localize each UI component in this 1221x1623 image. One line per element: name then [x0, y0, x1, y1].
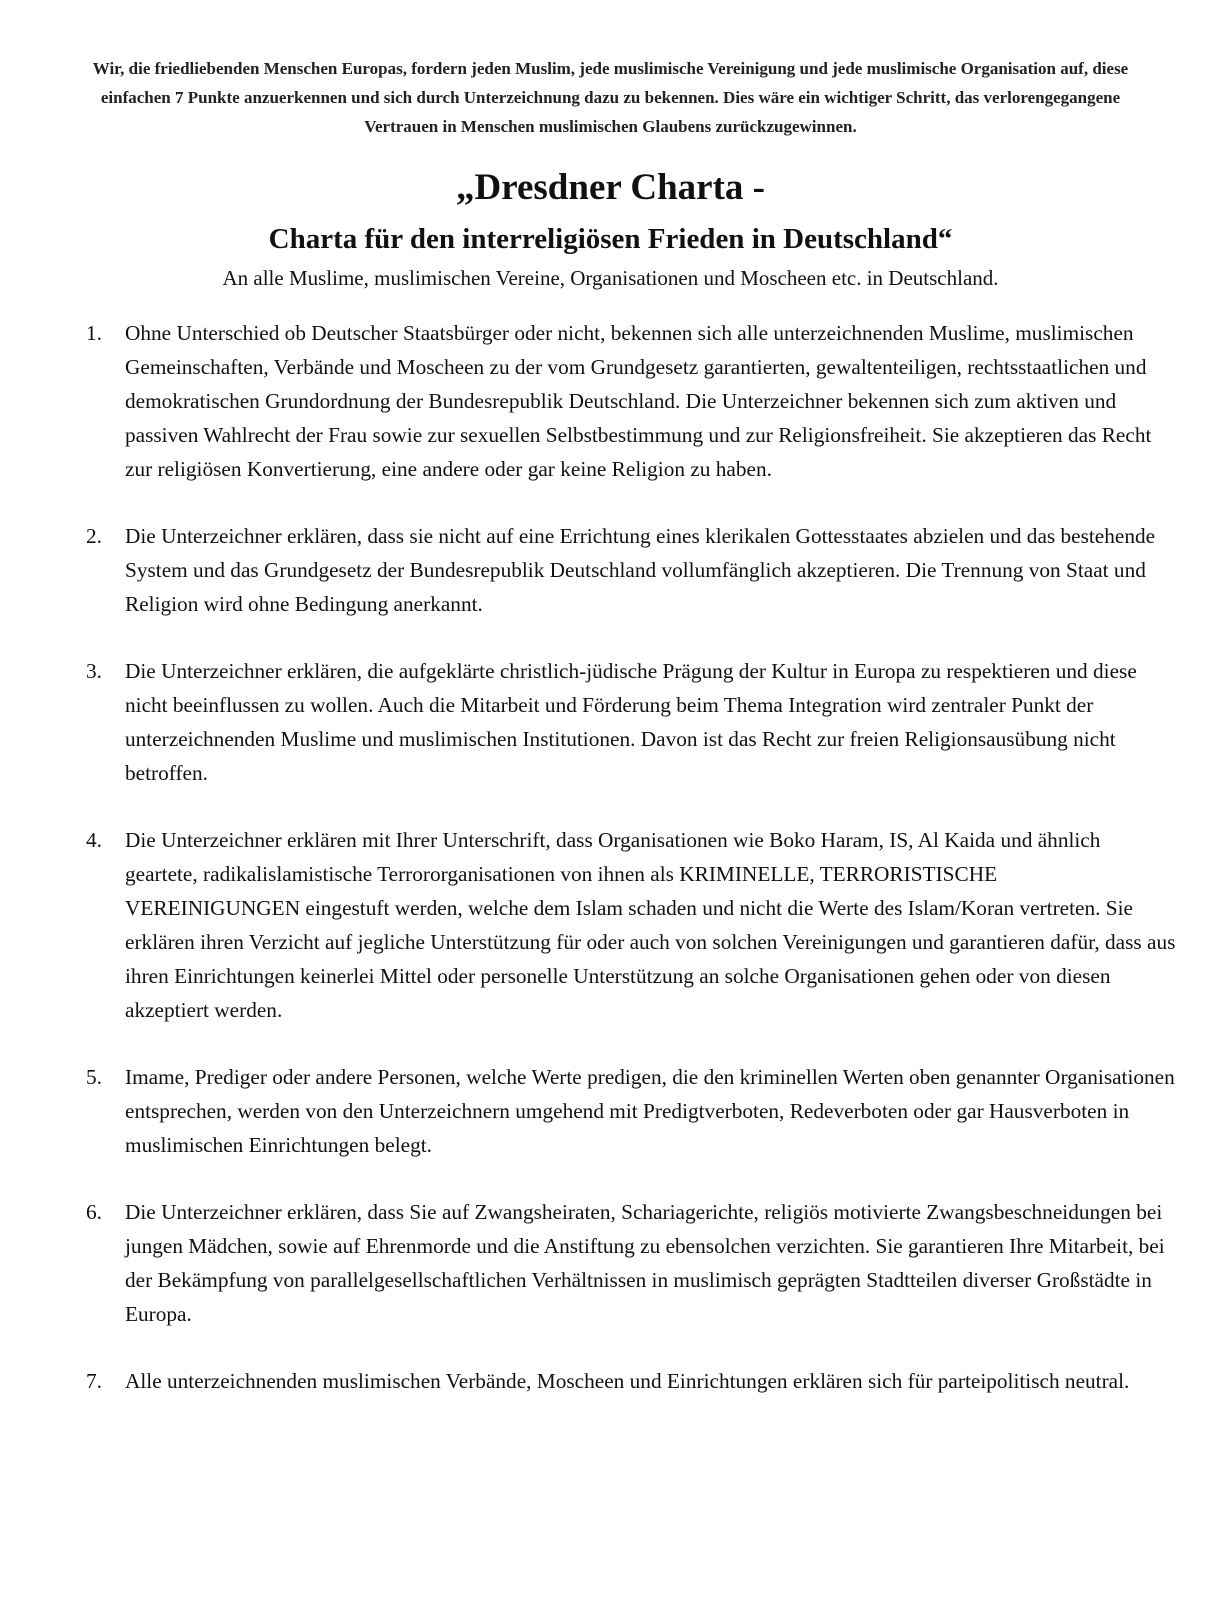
point-text: Ohne Unterschied ob Deutscher Staatsbürger oder nicht, bekennen sich alle unterzeichnenden Muslime, muslimischen Gemeinschaften, Verbände und Moscheen zu der vom Grundgesetz garantierten, gewaltenteiligen, rechtsstaatlichen und demokratischen Grundordnung der Bundesrepublik Deutschland. Die Unterzeichner bekennen sich zum aktiven und passiven Wahlrecht der Frau sowie zur sexuellen Selbstbestimmung und zur Religionsfreiheit. Sie akzeptieren das Recht zur religiösen Konvertierung, eine andere oder gar keine Religion zu haben. — [125, 321, 1152, 481]
point-text: Alle unterzeichnenden muslimischen Verbände, Moscheen und Einrichtungen erklären sich für parteipolitisch neutral. — [125, 1369, 1130, 1393]
document-title: „Dresdner Charta - — [456, 167, 765, 208]
point-text: Imame, Prediger oder andere Personen, welche Werte predigen, die den kriminellen Werten oben genannter Organisationen entsprechen, werden von den Unterzeichnern umgehend mit Predigtverboten, Redeverboten oder gar Hausverboten in muslimischen Einrichtungen belegt. — [125, 1065, 1175, 1157]
charter-point-5 — [86, 1060, 1176, 1162]
point-text: Die Unterzeichner erklären, die aufgeklärte christlich-jüdische Prägung der Kultur in Europa zu respektieren und diese nicht beeinflussen zu wollen. Auch die Mitarbeit und Förderung beim Thema Integration wird zentraler Punkt der unterzeichnenden Muslime und muslimischen Institutionen. Davon ist das Recht zur freien Religionsausübung nicht betroffen. — [125, 659, 1137, 785]
charter-point-2 — [86, 519, 1176, 621]
point-number: 3. — [86, 659, 102, 683]
charter-point-6 — [86, 1195, 1176, 1331]
document-subtitle: Charta für den interreligiösen Frieden in Deutschland“ — [268, 223, 953, 255]
charter-point-1 — [86, 316, 1176, 486]
point-number: 7. — [86, 1369, 102, 1393]
point-number: 2. — [86, 524, 102, 548]
point-text: Die Unterzeichner erklären, dass sie nicht auf eine Errichtung eines klerikalen Gottesstaates abzielen und das bestehende System und das Grundgesetz der Bundesrepublik Deutschland vollumfänglich akzeptieren. Die Trennung von Staat und Religion wird ohne Bedingung anerkannt. — [125, 524, 1156, 616]
point-number: 1. — [86, 321, 102, 345]
point-number: 6. — [86, 1200, 102, 1224]
point-number: 4. — [86, 828, 102, 852]
charter-point-4 — [86, 823, 1176, 1027]
intro-paragraph: Wir, die friedliebenden Menschen Europas, fordern jeden Muslim, jede muslimische Vereinigung und jede muslimische Organisation auf, diese einfachen 7 Punkte anzuerkennen und sich durch Unterzeichnung dazu zu bekennen. Dies wäre ein wichtiger Schritt, das verlorengegangene Vertrauen in Menschen muslimischen Glaubens zurückzugewinnen. — [92, 59, 1129, 136]
addressee-line: An alle Muslime, muslimischen Vereine, Organisationen und Moscheen etc. in Deutschland. — [222, 266, 999, 290]
charter-point-7 — [86, 1364, 1176, 1398]
charter-point-3 — [86, 654, 1176, 790]
charter-points-list — [86, 316, 1176, 1431]
point-number: 5. — [86, 1065, 102, 1089]
point-text: Die Unterzeichner erklären mit Ihrer Unterschrift, dass Organisationen wie Boko Haram, IS, Al Kaida und ähnlich geartete, radikalislamistische Terrororganisationen von ihnen als KRIMINELLE, TERRORISTISCHE VEREINIGUNGEN eingestuft werden, welche dem Islam schaden und nicht die Werte des Islam/Koran vertreten. Sie erklären ihren Verzicht auf jegliche Unterstützung für oder auch von solchen Vereinigungen und garantieren dafür, dass aus ihren Einrichtungen keinerlei Mittel oder personelle Unterstützung an solche Organisationen gehen oder von diesen akzeptiert werden. — [125, 828, 1176, 1022]
point-text: Die Unterzeichner erklären, dass Sie auf Zwangsheiraten, Schariagerichte, religiös motivierte Zwangsbeschneidungen bei jungen Mädchen, sowie auf Ehrenmorde und die Anstiftung zu ebensolchen verzichten. Sie garantieren Ihre Mitarbeit, bei der Bekämpfung von parallelgesellschaftlichen Verhältnissen in muslimisch geprägten Stadtteilen diverser Großstädte in Europa. — [125, 1200, 1165, 1326]
